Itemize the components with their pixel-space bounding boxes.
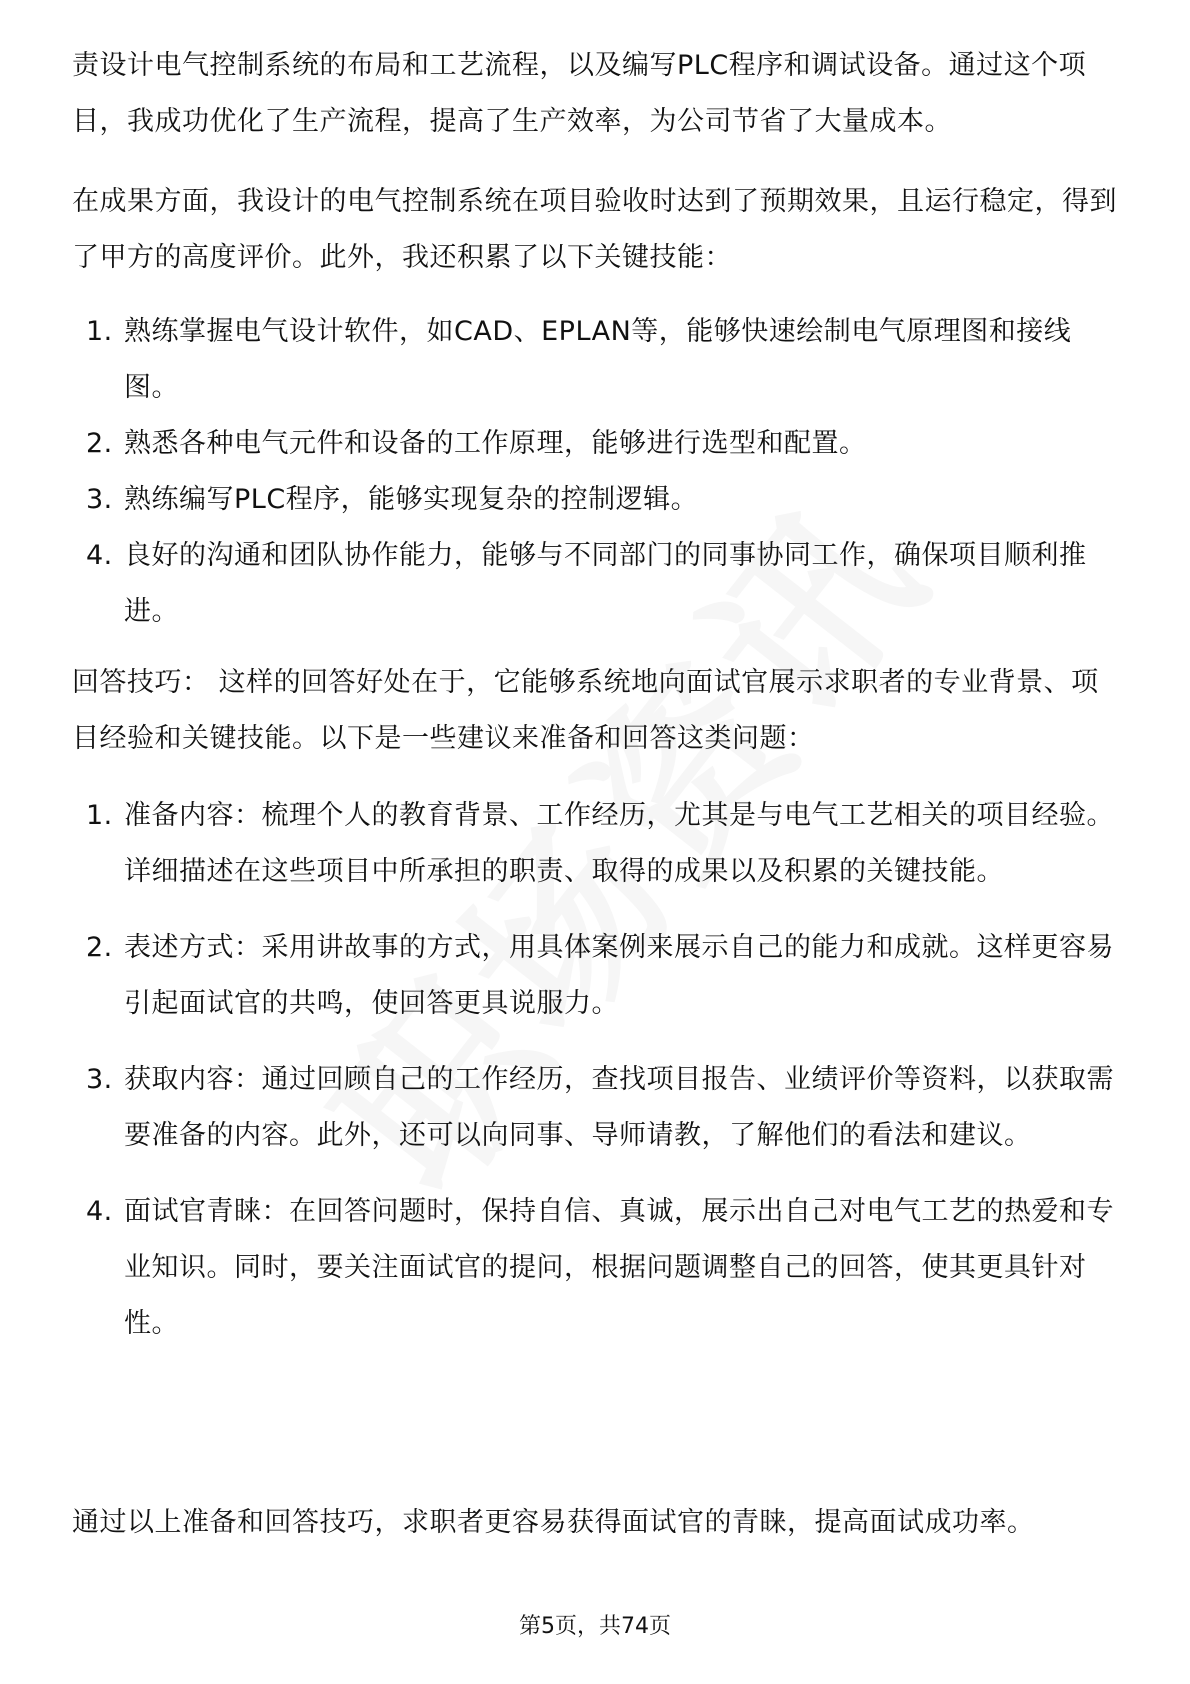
list-item bbox=[72, 788, 1122, 900]
list-number: 2. bbox=[86, 932, 113, 963]
paragraph-answer-tips: 回答技巧： 这样的回答好处在于，它能够系统地向面试官展示求职者的专业背景、项目经验和关键技能。以下是一些建议来准备和回答这类问题： bbox=[72, 667, 1099, 754]
list-number: 3. bbox=[86, 484, 113, 515]
paragraph-conclusion: 通过以上准备和回答技巧，求职者更容易获得面试官的青睐，提高面试成功率。 bbox=[72, 1507, 1035, 1538]
list-text: 获取内容：通过回顾自己的工作经历，查找项目报告、业绩评价等资料，以获取需要准备的内容。此外，还可以向同事、导师请教，了解他们的看法和建议。 bbox=[124, 1064, 1114, 1151]
list-number: 1. bbox=[86, 316, 113, 347]
page-number: 第5页，共74页 bbox=[519, 1614, 671, 1639]
list-number: 4. bbox=[86, 540, 113, 571]
list-item bbox=[72, 1184, 1122, 1352]
list-text: 熟练掌握电气设计软件，如CAD、EPLAN等，能够快速绘制电气原理图和接线图。 bbox=[124, 316, 1072, 403]
list-text: 良好的沟通和团队协作能力，能够与不同部门的同事协同工作，确保项目顺利推进。 bbox=[124, 540, 1087, 627]
list-item bbox=[72, 920, 1122, 1032]
list-number: 1. bbox=[86, 800, 113, 831]
list-number: 2. bbox=[86, 428, 113, 459]
list-item bbox=[72, 304, 1122, 416]
list-item bbox=[72, 1052, 1122, 1164]
list-text: 熟练编写PLC程序，能够实现复杂的控制逻辑。 bbox=[124, 484, 699, 515]
list-number: 3. bbox=[86, 1064, 113, 1095]
skills-list bbox=[72, 304, 1122, 640]
list-item bbox=[72, 528, 1122, 640]
list-text: 准备内容：梳理个人的教育背景、工作经历，尤其是与电气工艺相关的项目经验。详细描述在这些项目中所承担的职责、取得的成果以及积累的关键技能。 bbox=[124, 800, 1114, 887]
list-text: 表述方式：采用讲故事的方式，用具体案例来展示自己的能力和成就。这样更容易引起面试官的共鸣，使回答更具说服力。 bbox=[124, 932, 1114, 1019]
list-number: 4. bbox=[86, 1196, 113, 1227]
paragraph-results: 在成果方面，我设计的电气控制系统在项目验收时达到了预期效果，且运行稳定，得到了甲方的高度评价。此外，我还积累了以下关键技能： bbox=[72, 186, 1117, 273]
list-item bbox=[72, 416, 1122, 472]
list-text: 熟悉各种电气元件和设备的工作原理，能够进行选型和配置。 bbox=[124, 428, 867, 459]
list-item bbox=[72, 472, 1122, 528]
list-text: 面试官青睐：在回答问题时，保持自信、真诚，展示出自己对电气工艺的热爱和专业知识。同时，要关注面试官的提问，根据问题调整自己的回答，使其更具针对性。 bbox=[124, 1196, 1114, 1339]
tips-list bbox=[72, 788, 1122, 1352]
paragraph-project-description: 责设计电气控制系统的布局和工艺流程，以及编写PLC程序和调试设备。通过这个项目，我成功优化了生产流程，提高了生产效率，为公司节省了大量成本。 bbox=[72, 50, 1087, 137]
